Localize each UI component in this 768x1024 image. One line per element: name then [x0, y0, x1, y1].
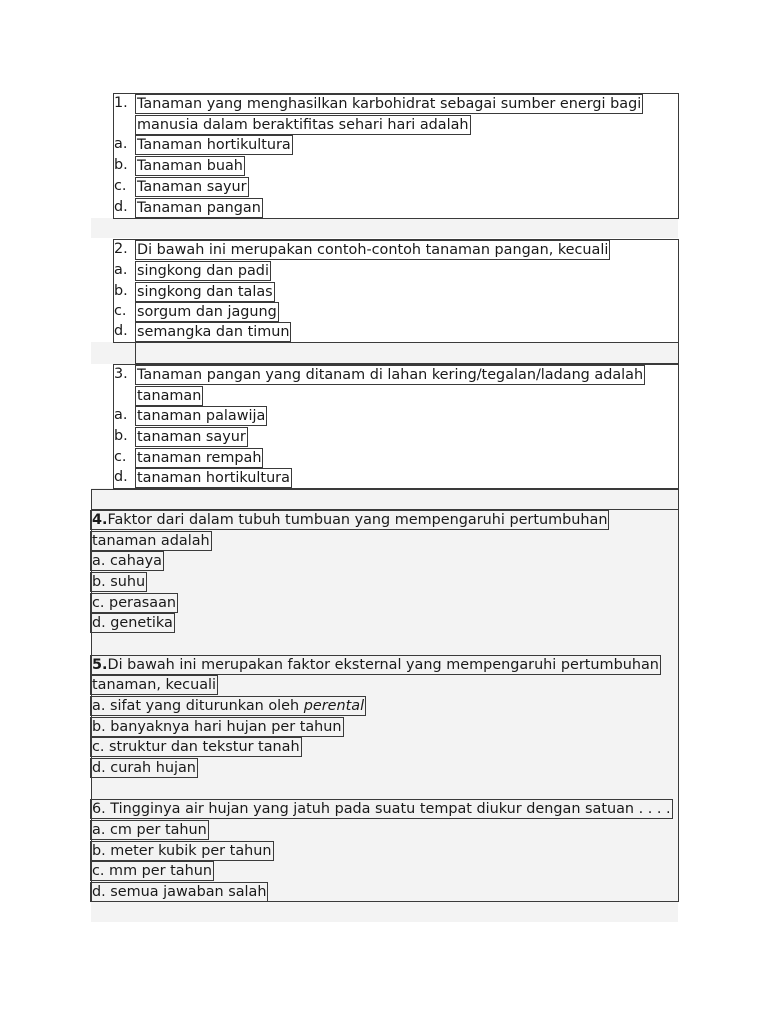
q3-option-a-text: tanaman palawija: [137, 408, 266, 424]
q3-option-d-text: tanaman hortikultura: [137, 470, 290, 486]
q3-question-line-2: tanaman: [137, 388, 202, 404]
q1-question-line-2: manusia dalam beraktifitas sehari hari adalah: [137, 117, 469, 133]
q2-option-b-letter: b.: [114, 283, 128, 299]
q4-option-d-text: d. genetika: [92, 615, 173, 631]
q1-option-d-letter: d.: [114, 199, 128, 215]
q1-question-line-1: Tanaman yang menghasilkan karbohidrat sebagai sumber energi bagi: [137, 96, 642, 112]
q3-option-b-letter: b.: [114, 428, 128, 444]
q6-option-c-text: c. mm per tahun: [92, 863, 212, 879]
q2-option-b-text: singkong dan talas: [137, 284, 273, 300]
q5-number: 5.: [92, 657, 108, 673]
q5-option-a-prefix: a. sifat yang diturunkan oleh: [92, 698, 304, 714]
q6-option-b-text: b. meter kubik per tahun: [92, 843, 272, 859]
q6-option-a-text: a. cm per tahun: [92, 822, 207, 838]
q4-option-b-text: b. suhu: [92, 574, 146, 590]
q1-option-c-letter: c.: [114, 178, 127, 194]
q2-question-line-1: Di bawah ini merupakan contoh-contoh tanaman pangan, kecuali: [137, 242, 609, 258]
q1-option-b-text: Tanaman buah: [137, 158, 243, 174]
q3-option-a-letter: a.: [114, 407, 128, 423]
q2-option-a-text: singkong dan padi: [137, 263, 269, 279]
q1-option-b-letter: b.: [114, 157, 128, 173]
q2-option-c-letter: c.: [114, 303, 127, 319]
q2-number: 2.: [114, 241, 128, 257]
q3-option-c-text: tanaman rempah: [137, 450, 262, 466]
q5-option-c-text: c. struktur dan tekstur tanah: [92, 739, 300, 755]
q1-option-a-text: Tanaman hortikultura: [137, 137, 291, 153]
q3-option-b-text: tanaman sayur: [137, 429, 246, 445]
q3-number: 3.: [114, 366, 128, 382]
q1-option-c-text: Tanaman sayur: [137, 179, 247, 195]
q2-option-d-text: semangka dan timun: [137, 324, 290, 340]
q4-option-a-text: a. cahaya: [92, 553, 162, 569]
q4-number: 4.: [92, 512, 108, 528]
q5-question-text-1: Di bawah ini merupakan faktor eksternal yang mempengaruhi pertumbuhan: [107, 657, 659, 673]
q6-question-line-1: 6. Tingginya air hujan yang jatuh pada suatu tempat diukur dengan satuan . . . .: [92, 801, 671, 817]
q1-number: 1.: [114, 95, 128, 111]
q3-option-d-letter: d.: [114, 469, 128, 485]
q2-option-c-text: sorgum dan jagung: [137, 304, 277, 320]
q3-question-line-1: Tanaman pangan yang ditanam di lahan kering/tegalan/ladang adalah: [137, 367, 644, 383]
q5-option-b-text: b. banyaknya hari hujan per tahun: [92, 719, 342, 735]
q6-option-d-text: d. semua jawaban salah: [92, 884, 267, 900]
q5-option-a-italic: perental: [303, 698, 365, 714]
q3-option-c-letter: c.: [114, 449, 127, 465]
q1-option-d-text: Tanaman pangan: [137, 200, 261, 216]
q4-option-c-text: c. perasaan: [92, 595, 177, 611]
q5-option-d-text: d. curah hujan: [92, 760, 196, 776]
q5-question-line-1: [90, 655, 661, 675]
q2-option-a-letter: a.: [114, 262, 128, 278]
band-q1-gap: [91, 218, 678, 238]
q4-question-text-1: Faktor dari dalam tubuh tumbuan yang mempengaruhi pertumbuhan: [107, 512, 608, 528]
q4-question-line-1: [90, 510, 609, 530]
q4-question-line-2: tanaman adalah: [92, 533, 210, 549]
q2-option-d-letter: d.: [114, 323, 128, 339]
q5-option-a-text: [90, 696, 366, 716]
q2-empty-cell: [135, 342, 679, 364]
q5-question-line-2: tanaman, kecuali: [92, 677, 217, 693]
q1-option-a-letter: a.: [114, 136, 128, 152]
lower-top-cell: [91, 489, 679, 510]
